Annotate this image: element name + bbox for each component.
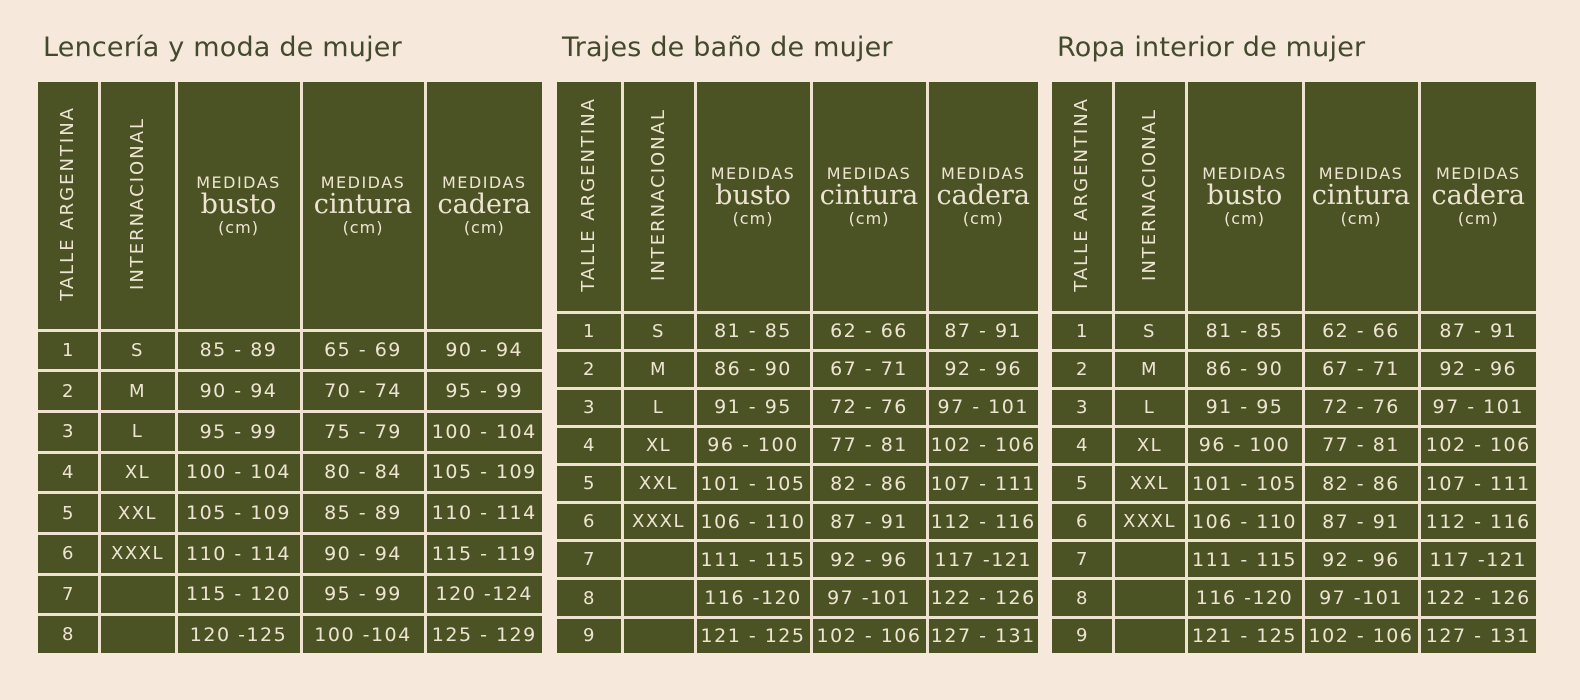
cell-talle: 8 (557, 579, 622, 617)
cell-cintura: 77 - 81 (811, 426, 927, 464)
cell-internacional: L (622, 388, 695, 426)
col-internacional: INTERNACIONAL (622, 82, 695, 312)
cell-talle: 7 (557, 541, 622, 579)
panel-title: Trajes de baño de mujer (562, 32, 893, 63)
cell-cadera: 87 - 91 (1419, 312, 1536, 350)
cell-internacional: L (99, 411, 176, 452)
cell-talle: 6 (38, 533, 99, 574)
cell-internacional (99, 615, 176, 653)
cell-cintura: 67 - 71 (1303, 350, 1419, 388)
cell-cadera: 92 - 96 (1419, 350, 1536, 388)
table-body (38, 330, 542, 653)
cell-cintura: 92 - 96 (1303, 541, 1419, 579)
cell-busto: 121 - 125 (695, 617, 811, 653)
cell-cadera: 90 - 94 (425, 330, 542, 371)
cell-talle: 2 (38, 371, 99, 412)
cell-internacional (1113, 579, 1186, 617)
cell-cintura: 97 -101 (1303, 579, 1419, 617)
cell-busto: 96 - 100 (695, 426, 811, 464)
cell-cadera: 115 - 119 (425, 533, 542, 574)
col-internacional: INTERNACIONAL (99, 82, 176, 330)
col-talle: TALLE ARGENTINA (557, 82, 622, 312)
cell-busto: 81 - 85 (695, 312, 811, 350)
cell-cadera: 92 - 96 (927, 350, 1038, 388)
cell-talle: 5 (1052, 465, 1113, 503)
cell-busto: 86 - 90 (695, 350, 811, 388)
table-row (557, 388, 1038, 426)
cell-talle: 7 (38, 574, 99, 615)
cell-cadera: 125 - 129 (425, 615, 542, 653)
cell-cintura: 70 - 74 (301, 371, 425, 412)
cell-cadera: 117 -121 (1419, 541, 1536, 579)
cell-busto: 115 - 120 (176, 574, 301, 615)
col-busto: MEDIDAS busto (cm) (695, 82, 811, 312)
cell-talle: 8 (1052, 579, 1113, 617)
cell-cadera: 95 - 99 (425, 371, 542, 412)
cell-talle: 4 (1052, 426, 1113, 464)
cell-busto: 86 - 90 (1186, 350, 1303, 388)
col-internacional: INTERNACIONAL (1113, 82, 1186, 312)
cell-internacional (99, 574, 176, 615)
table-row (1052, 579, 1536, 617)
cell-cintura: 92 - 96 (811, 541, 927, 579)
cell-internacional: XXXL (99, 533, 176, 574)
cell-cadera: 127 - 131 (1419, 617, 1536, 653)
cell-internacional: XL (622, 426, 695, 464)
table-row (1052, 426, 1536, 464)
cell-busto: 101 - 105 (1186, 465, 1303, 503)
table-row (1052, 503, 1536, 541)
cell-busto: 96 - 100 (1186, 426, 1303, 464)
cell-cintura: 67 - 71 (811, 350, 927, 388)
cell-talle: 2 (557, 350, 622, 388)
table-row (1052, 350, 1536, 388)
cell-talle: 1 (557, 312, 622, 350)
cell-busto: 91 - 95 (695, 388, 811, 426)
cell-talle: 8 (38, 615, 99, 653)
cell-cadera: 97 - 101 (927, 388, 1038, 426)
header-row (38, 82, 542, 330)
cell-cintura: 72 - 76 (1303, 388, 1419, 426)
cell-talle: 4 (557, 426, 622, 464)
cell-cintura: 100 -104 (301, 615, 425, 653)
col-cadera: MEDIDAS cadera (cm) (1419, 82, 1536, 312)
cell-busto: 106 - 110 (1186, 503, 1303, 541)
cell-busto: 90 - 94 (176, 371, 301, 412)
cell-cadera: 120 -124 (425, 574, 542, 615)
cell-cadera: 87 - 91 (927, 312, 1038, 350)
table-row (557, 426, 1038, 464)
cell-talle: 3 (38, 411, 99, 452)
cell-internacional: XL (1113, 426, 1186, 464)
cell-busto: 85 - 89 (176, 330, 301, 371)
cell-cintura: 80 - 84 (301, 452, 425, 493)
cell-talle: 3 (557, 388, 622, 426)
cell-internacional: XXXL (1113, 503, 1186, 541)
table-row (557, 579, 1038, 617)
cell-cadera: 117 -121 (927, 541, 1038, 579)
cell-internacional (622, 617, 695, 653)
cell-cadera: 107 - 111 (927, 465, 1038, 503)
cell-busto: 91 - 95 (1186, 388, 1303, 426)
cell-busto: 120 -125 (176, 615, 301, 653)
table-row (1052, 465, 1536, 503)
cell-internacional: M (1113, 350, 1186, 388)
cell-internacional (622, 541, 695, 579)
cell-busto: 111 - 115 (695, 541, 811, 579)
col-busto: MEDIDAS busto (cm) (1186, 82, 1303, 312)
col-talle: TALLE ARGENTINA (1052, 82, 1113, 312)
cell-internacional: M (99, 371, 176, 412)
cell-cintura: 102 - 106 (811, 617, 927, 653)
panel-title: Lencería y moda de mujer (43, 32, 402, 63)
cell-busto: 101 - 105 (695, 465, 811, 503)
table-row (557, 312, 1038, 350)
cell-internacional: S (622, 312, 695, 350)
table-row (1052, 312, 1536, 350)
cell-talle: 9 (1052, 617, 1113, 653)
cell-talle: 1 (1052, 312, 1113, 350)
table-row (557, 541, 1038, 579)
col-cadera: MEDIDAS cadera (cm) (927, 82, 1038, 312)
cell-cintura: 72 - 76 (811, 388, 927, 426)
table-row (38, 574, 542, 615)
size-table (1052, 82, 1536, 653)
cell-busto: 81 - 85 (1186, 312, 1303, 350)
table-row (38, 452, 542, 493)
cell-busto: 105 - 109 (176, 493, 301, 534)
cell-cintura: 87 - 91 (811, 503, 927, 541)
cell-cintura: 87 - 91 (1303, 503, 1419, 541)
cell-cintura: 95 - 99 (301, 574, 425, 615)
cell-cadera: 112 - 116 (927, 503, 1038, 541)
col-cintura: MEDIDAS cintura (cm) (1303, 82, 1419, 312)
cell-talle: 6 (1052, 503, 1113, 541)
col-talle: TALLE ARGENTINA (38, 82, 99, 330)
cell-cadera: 112 - 116 (1419, 503, 1536, 541)
table-row (557, 465, 1038, 503)
table-body (1052, 312, 1536, 653)
size-table (557, 82, 1038, 653)
cell-talle: 4 (38, 452, 99, 493)
table-row (1052, 388, 1536, 426)
cell-internacional: S (1113, 312, 1186, 350)
cell-cadera: 122 - 126 (927, 579, 1038, 617)
cell-cintura: 82 - 86 (1303, 465, 1419, 503)
cell-cintura: 85 - 89 (301, 493, 425, 534)
cell-cadera: 102 - 106 (1419, 426, 1536, 464)
cell-cintura: 90 - 94 (301, 533, 425, 574)
table-row (557, 350, 1038, 388)
cell-talle: 2 (1052, 350, 1113, 388)
cell-internacional: XXL (1113, 465, 1186, 503)
cell-busto: 106 - 110 (695, 503, 811, 541)
table-row (557, 503, 1038, 541)
cell-busto: 121 - 125 (1186, 617, 1303, 653)
table-row (1052, 617, 1536, 653)
cell-internacional (1113, 541, 1186, 579)
cell-cintura: 102 - 106 (1303, 617, 1419, 653)
cell-talle: 9 (557, 617, 622, 653)
cell-talle: 1 (38, 330, 99, 371)
cell-internacional: XL (99, 452, 176, 493)
cell-internacional: M (622, 350, 695, 388)
cell-cintura: 97 -101 (811, 579, 927, 617)
cell-internacional (1113, 617, 1186, 653)
cell-talle: 3 (1052, 388, 1113, 426)
table-row (38, 411, 542, 452)
table-row (38, 533, 542, 574)
cell-internacional: XXL (99, 493, 176, 534)
cell-cintura: 62 - 66 (1303, 312, 1419, 350)
cell-cadera: 122 - 126 (1419, 579, 1536, 617)
cell-busto: 95 - 99 (176, 411, 301, 452)
table-body (557, 312, 1038, 653)
table-row (557, 617, 1038, 653)
cell-internacional: S (99, 330, 176, 371)
cell-internacional: XXL (622, 465, 695, 503)
cell-cadera: 100 - 104 (425, 411, 542, 452)
cell-cadera: 110 - 114 (425, 493, 542, 534)
cell-cintura: 75 - 79 (301, 411, 425, 452)
cell-busto: 100 - 104 (176, 452, 301, 493)
header-row (1052, 82, 1536, 312)
cell-talle: 6 (557, 503, 622, 541)
col-cintura: MEDIDAS cintura (cm) (811, 82, 927, 312)
table-row (38, 330, 542, 371)
cell-talle: 5 (557, 465, 622, 503)
col-cintura: MEDIDAS cintura (cm) (301, 82, 425, 330)
panel-title: Ropa interior de mujer (1057, 32, 1366, 63)
cell-busto: 110 - 114 (176, 533, 301, 574)
table-row (38, 371, 542, 412)
cell-busto: 111 - 115 (1186, 541, 1303, 579)
cell-cintura: 77 - 81 (1303, 426, 1419, 464)
table-row (38, 493, 542, 534)
cell-cintura: 62 - 66 (811, 312, 927, 350)
cell-talle: 7 (1052, 541, 1113, 579)
cell-cadera: 102 - 106 (927, 426, 1038, 464)
cell-cintura: 65 - 69 (301, 330, 425, 371)
col-cadera: MEDIDAS cadera (cm) (425, 82, 542, 330)
col-busto: MEDIDAS busto (cm) (176, 82, 301, 330)
table-row (38, 615, 542, 653)
cell-internacional: XXXL (622, 503, 695, 541)
cell-internacional: L (1113, 388, 1186, 426)
cell-cadera: 107 - 111 (1419, 465, 1536, 503)
size-table (38, 82, 542, 653)
table-row (1052, 541, 1536, 579)
cell-cintura: 82 - 86 (811, 465, 927, 503)
cell-busto: 116 -120 (1186, 579, 1303, 617)
cell-cadera: 127 - 131 (927, 617, 1038, 653)
cell-internacional (622, 579, 695, 617)
cell-talle: 5 (38, 493, 99, 534)
header-row (557, 82, 1038, 312)
cell-cadera: 97 - 101 (1419, 388, 1536, 426)
cell-busto: 116 -120 (695, 579, 811, 617)
cell-cadera: 105 - 109 (425, 452, 542, 493)
